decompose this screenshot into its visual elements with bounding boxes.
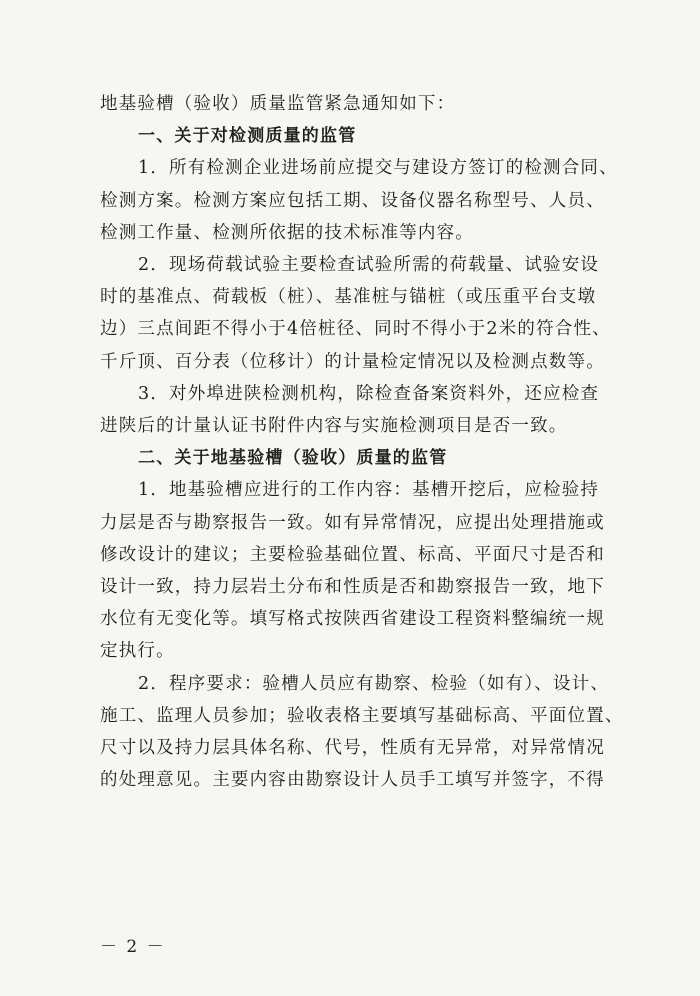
text-line: 的处理意见。主要内容由勘察设计人员手工填写并签字，不得 — [100, 770, 605, 791]
text-line: 边）三点间距不得小于4倍桩径、同时不得小于2米的符合性、 — [100, 319, 611, 340]
text-line: 进陕后的计量认证书附件内容与实施检测项目是否一致。 — [100, 416, 568, 437]
text-line: 1．地基验槽应进行的工作内容：基槽开挖后，应检验持 — [138, 480, 600, 501]
text-line: 3．对外埠进陕检测机构，除检查备案资料外，还应检查 — [138, 383, 600, 404]
document-body — [100, 88, 630, 796]
text-line: 2．现场荷载试验主要检查试验所需的荷载量、试验安设 — [138, 255, 600, 276]
text-line: 定执行。 — [100, 641, 175, 662]
text-line: 2．程序要求：验槽人员应有勘察、检验（如有）、设计、 — [138, 673, 610, 694]
text-line: 施工、监理人员参加；验收表格主要填写基础标高、平面位置、 — [100, 705, 624, 726]
text-line: 地基验槽（验收）质量监管紧急通知如下： — [100, 94, 456, 114]
text-line: 千斤顶、百分表（位移计）的计量检定情况以及检测点数等。 — [100, 351, 605, 372]
text-line: 1．所有检测企业进场前应提交与建设方签订的检测合同、 — [138, 158, 618, 179]
text-line: 水位有无变化等。填写格式按陕西省建设工程资料整编统一规 — [100, 609, 605, 630]
text-line: 尺寸以及持力层具体名称、代号，性质有无异常，对异常情况 — [100, 738, 605, 759]
text-line: 检测工作量、检测所依据的技术标准等内容。 — [100, 222, 474, 243]
page-number: － 2 － — [100, 937, 166, 957]
text-line: 力层是否与勘察报告一致。如有异常情况，应提出处理措施或 — [100, 512, 605, 533]
text-line: 检测方案。检测方案应包括工期、设备仪器名称型号、人员、 — [100, 190, 605, 211]
text-line: 设计一致，持力层岩土分布和性质是否和勘察报告一致，地下 — [100, 577, 605, 598]
text-line: 时的基准点、荷载板（桩）、基准桩与锚桩（或压重平台支墩 — [100, 287, 597, 308]
section-heading: 一、关于对检测质量的监管 — [138, 126, 357, 147]
text-line: 修改设计的建议；主要检验基础位置、标高、平面尺寸是否和 — [100, 544, 605, 565]
section-heading: 二、关于地基验槽（验收）质量的监管 — [138, 448, 448, 469]
